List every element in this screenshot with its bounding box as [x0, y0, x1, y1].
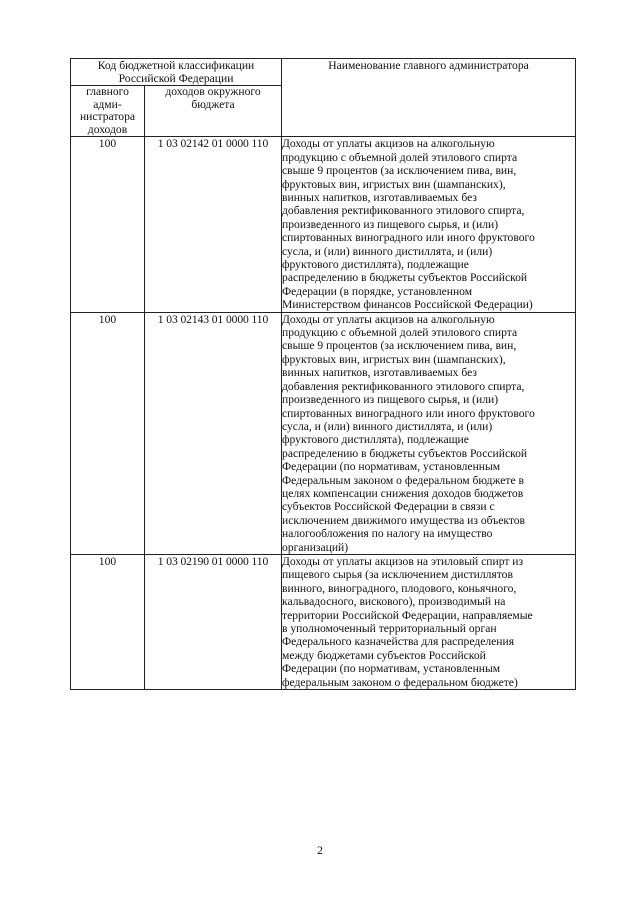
- admin-code-cell: 100: [71, 312, 145, 554]
- page-number: 2: [317, 843, 323, 857]
- header-budget-classification-code: Код бюджетной классификации Российской Федерации: [71, 59, 282, 86]
- table-row: [71, 312, 576, 554]
- admin-code-cell: 100: [71, 137, 145, 312]
- revenue-code-cell: 1 03 02142 01 0000 110: [145, 137, 282, 312]
- description-cell: Доходы от уплаты акцизов на этиловый спирт из пищевого сырья (за исключением дистиллятов винного, виноградного, плодового, коньячного, кальвадосного, вискового), производимый на территории Российской Федерации, направляемые в уполномоченный территориальный орган Федерального казначейства для распределения между бюджетами субъектов Российской Федерации (по нормативам, установленным федеральным законом о федеральном бюджете): [282, 554, 576, 689]
- revenue-code-cell: 1 03 02143 01 0000 110: [145, 312, 282, 554]
- description-cell: Доходы от уплаты акцизов на алкогольную продукцию с объемной долей этилового спирта свыше 9 процентов (за исключением пива, вин, фруктовых вин, игристых вин (шампанских), винных напитков, изготавливаемых без добавления ректификованного этилового спирта, произведенного из пищевого сырья, и (или) спиртованных виноградного или иного фруктового сусла, и (или) винного дистиллята, и (или) фруктового дистиллята), подлежащие распределению в бюджеты субъектов Российской Федерации (в порядке, установленном Министерством финансов Российской Федерации): [282, 137, 576, 312]
- header-district-budget-revenue-code: доходов окружного бюджета: [145, 86, 282, 137]
- table-header-row: [71, 59, 576, 86]
- description-cell: Доходы от уплаты акцизов на алкогольную продукцию с объемной долей этилового спирта свыше 9 процентов (за исключением пива, вин, фруктовых вин, игристых вин (шампанских), винных напитков, изготавливаемых без добавления ректификованного этилового спирта, произведенного из пищевого сырья, и (или) спиртованных виноградного или иного фруктового сусла, и (или) винного дистиллята, и (или) фруктового дистиллята), подлежащие распределению в бюджеты субъектов Российской Федерации (по нормативам, установленным Федеральным законом о федеральном бюджете в целях компенсации снижения доходов бюджетов субъектов Российской Федерации в связи с исключением движимого имущества из объектов налогообложения по налогу на имущество организаций): [282, 312, 576, 554]
- revenue-code-cell: 1 03 02190 01 0000 110: [145, 554, 282, 689]
- admin-code-cell: 100: [71, 554, 145, 689]
- table-row: [71, 137, 576, 312]
- budget-classification-table: [70, 58, 576, 690]
- table-row: [71, 554, 576, 689]
- header-main-administrator: главного адми- нистратора доходов: [71, 86, 145, 137]
- header-administrator-name: Наименование главного администратора: [282, 59, 576, 137]
